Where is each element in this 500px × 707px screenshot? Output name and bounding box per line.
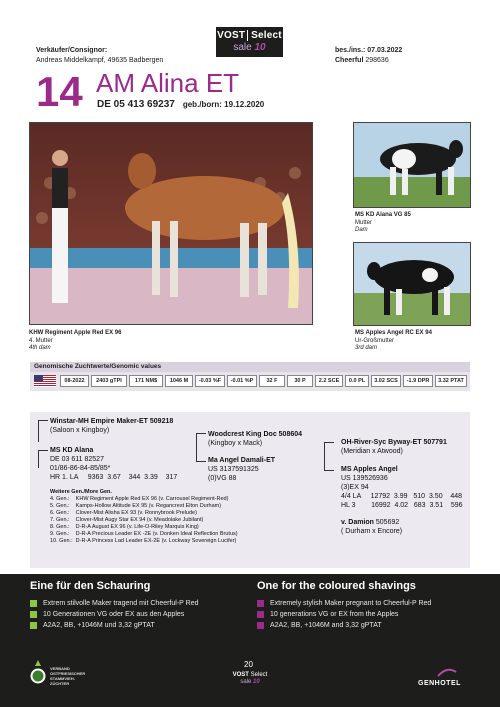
- vost-line-2: OSTFRIESISCHER: [50, 671, 86, 676]
- genhotel-mark-icon: [436, 666, 458, 678]
- granddam-line-1: US 139526936: [341, 475, 388, 482]
- genhotel-logo: GENHOTEL: [418, 680, 461, 687]
- vost-badge-icon: [30, 658, 46, 688]
- great-granddam-caption: [355, 330, 432, 353]
- seller-value: Andreas Middelkampf, 49635 Badbergen: [36, 57, 164, 64]
- de-item-1: Extrem stilvolle Maker tragend mit Cheerful-P Red: [43, 600, 199, 607]
- vost-line-3: STAMMVIEH-: [50, 676, 76, 681]
- mgs-parents: (Meridian x Atwood): [341, 448, 403, 455]
- cow-name: AM Alina ET: [96, 68, 240, 98]
- bullet-square-icon: [30, 611, 37, 618]
- genomic-fat-pct: -0.03 %F: [195, 375, 225, 387]
- sires-dam-block: [208, 456, 275, 483]
- vost-select-footer-logo: [227, 672, 273, 686]
- dam-line-2: 01/86-86-84-85/85*: [50, 465, 111, 472]
- genomic-nm: 171 NM$: [129, 375, 163, 387]
- bullet-square-icon: [257, 600, 264, 607]
- insemination-bull: Cheerful: [335, 57, 364, 64]
- vost-select-logo: [216, 27, 283, 57]
- vost-line-4: ZÜCHTER: [50, 681, 70, 686]
- genomic-protein: 30 P: [287, 375, 313, 387]
- pedigree-line: [196, 433, 206, 434]
- page-number: 20: [244, 660, 253, 669]
- sires-sire-parents: (Kingboy x Mack): [208, 440, 263, 447]
- footer-logo-number: 10: [253, 679, 260, 685]
- sires-sire-name: Woodcrest King Doc 508604: [208, 431, 303, 438]
- further-gen-9: 9. Gen.: D-R-A Precious Leader EX -2E (v. Donken Ideal Reflection Brutus): [50, 531, 238, 537]
- pedigree-line: [324, 470, 334, 471]
- us-flag-icon: [34, 375, 56, 387]
- granddam-sire-parents: ( Durham x Encore): [341, 528, 403, 535]
- dam-name: MS KD Alana: [50, 447, 94, 454]
- pedigree-line: [324, 442, 325, 470]
- footer-logo-select: Select: [250, 672, 268, 678]
- insemination-number: 298636: [365, 57, 389, 64]
- dam-caption: [355, 212, 411, 235]
- main-caption-relation: 4. Mutter: [29, 337, 53, 344]
- genomic-milk: 1046 M: [165, 375, 193, 387]
- bullet-square-icon: [257, 622, 264, 629]
- main-photo-caption: [29, 330, 121, 353]
- mgs-name: OH-River-Syc Byway-ET 507791: [341, 439, 447, 446]
- sires-dam-line-2: (0)VG 88: [208, 475, 237, 482]
- pedigree-line: [38, 420, 48, 421]
- logo-sale-text: sale: [233, 42, 252, 53]
- dam-photo: [353, 122, 471, 208]
- further-gen-4: 4. Gen.: KHW Regiment Apple Red EX 96 (v. Carrousel Regiment-Red): [50, 496, 229, 502]
- vost-line-1: VERBAND: [50, 666, 70, 671]
- main-caption-name: KHW Regiment Apple Red EX 96: [29, 330, 122, 336]
- sires-dam-name: Ma Angel Damali-ET: [208, 457, 276, 464]
- de-item-3: A2A2, BB, +1046M und 3,32 gPTAT: [43, 622, 155, 629]
- logo-sale-number: 10: [254, 42, 266, 53]
- dam-line-3: HR 1. LA 9363 3.67 344 3.39 317: [50, 474, 178, 481]
- bullet-square-icon: [30, 622, 37, 629]
- genomic-fat: 32 F: [259, 375, 285, 387]
- registration-line: [97, 99, 264, 110]
- granddam-sire-number: 505692: [375, 519, 400, 526]
- further-title: Weitere Gen./More Gen.: [50, 489, 112, 495]
- genomic-title: Genomische Zuchtwerte/Genomic values: [30, 362, 470, 372]
- sire-name: Winstar-MH Empire Maker-ET 509218: [50, 418, 174, 425]
- granddam-line-4: HL 3 16992 4.02 683 3.51 596: [341, 502, 463, 509]
- show-ring-illustration: [30, 123, 313, 325]
- dam-line-1: DE 03 611 82527: [50, 456, 104, 463]
- main-caption-relation-en: 4th dam: [29, 345, 51, 351]
- granddam-name: MS Apples Angel: [341, 466, 398, 473]
- sire-block: [50, 417, 173, 435]
- ggd-caption-relation-en: 3rd dam: [355, 345, 378, 351]
- genomic-protein-pct: -0.01 %P: [227, 375, 257, 387]
- footer-logo-sale: sale: [240, 679, 252, 685]
- granddam-line-2: (3)EX 94: [341, 484, 369, 491]
- further-gen-7: 7. Gen.: Clover-Mist Augy Star EX 94 (v. Meadolake Jubilant): [50, 517, 204, 523]
- de-item-2: 10 Generationen VG oder EX aus den Apples: [43, 611, 185, 618]
- genomic-date: 08-2022: [60, 375, 89, 387]
- genomic-sce: 2.2 SCE: [315, 375, 343, 387]
- ggd-caption-name: MS Apples Angel RC EX 94: [355, 330, 432, 336]
- highlights-band: [0, 574, 500, 707]
- sires-dam-line-1: US 3137591325: [208, 466, 259, 473]
- further-gen-6: 6. Gen.: Clover-Mist Alisha EX 93 (v. Ronnybrook Prelude): [50, 510, 197, 516]
- sires-sire-block: [208, 430, 302, 448]
- sire-parents: (Saloon x Kingboy): [50, 427, 110, 434]
- great-granddam-illustration: [354, 243, 471, 326]
- dam-caption-relation-en: Dam: [355, 227, 368, 233]
- dam-illustration: [354, 123, 471, 208]
- logo-select-text: Select: [247, 30, 282, 41]
- vost-association-text: [50, 666, 85, 686]
- genomic-scs: 3.02 SCS: [371, 375, 401, 387]
- en-item-3: A2A2, BB, +1046M and 3,32 gPTAT: [270, 622, 382, 629]
- granddam-block: [341, 465, 463, 510]
- ggd-caption-relation: Ur-Großmutter: [355, 337, 394, 344]
- footer-logo-vost: VOST: [232, 672, 249, 678]
- pedigree-line: [324, 442, 334, 443]
- english-highlights-title: One for the coloured shavings: [257, 580, 416, 592]
- great-granddam-photo: [353, 242, 471, 326]
- mgs-block: [341, 438, 447, 456]
- lot-number: 14: [36, 68, 83, 115]
- pedigree-line: [38, 450, 48, 451]
- german-highlights-title: Eine für den Schauring: [30, 580, 151, 592]
- pedigree-line: [196, 461, 206, 462]
- bullet-square-icon: [257, 611, 264, 618]
- genomic-ptat: 3.32 PTAT: [435, 375, 467, 387]
- registration-number: DE 05 413 69237: [97, 99, 175, 110]
- further-gen-8: 8. Gen.: D-R-A August EX 96 (v. Life-O-Riley Marquis King): [50, 524, 199, 530]
- granddam-sire-block: [341, 518, 402, 536]
- pedigree-line: [38, 450, 39, 468]
- dam-caption-relation: Mutter: [355, 219, 373, 226]
- insemination-label: bes./ins.: 07.03.2022: [335, 47, 403, 54]
- en-item-2: 10 generations VG or EX from the Apples: [270, 611, 399, 618]
- genomic-dpr: -1.9 DPR: [403, 375, 433, 387]
- main-cow-photo: [29, 122, 313, 325]
- genomic-values-row: [30, 372, 470, 391]
- birth-date: geb./born: 19.12.2020: [182, 100, 265, 109]
- genomic-pl: 0.0 PL: [345, 375, 369, 387]
- seller-label: Verkäufer/Consignor:: [36, 47, 108, 54]
- en-item-1: Extremely stylish Maker pregnant to Cheerful-P Red: [270, 600, 432, 607]
- dam-caption-name: MS KD Alana VG 85: [355, 212, 411, 218]
- further-gen-5: 5. Gen.: Kamps-Hollow Altitude EX 95 (v. Regancrest Elton Durham): [50, 503, 222, 509]
- granddam-sire-label: v. Damion: [341, 519, 374, 526]
- dam-block: [50, 446, 177, 482]
- insemination-value: [335, 57, 389, 64]
- pedigree-line: [196, 433, 197, 461]
- granddam-line-3: 4/4 LA 12792 3.99 510 3.50 448: [341, 493, 463, 500]
- bullet-square-icon: [30, 600, 37, 607]
- logo-vost-text: VOST: [217, 30, 246, 41]
- genomic-gtpi: 2403 gTPI: [91, 375, 127, 387]
- further-generations: [50, 489, 238, 545]
- pedigree-line: [38, 420, 39, 442]
- further-gen-10: 10. Gen.: D-R-A Princess Lad Leader EX-2E (v. Lockway Sovereign Lucifer): [50, 538, 237, 544]
